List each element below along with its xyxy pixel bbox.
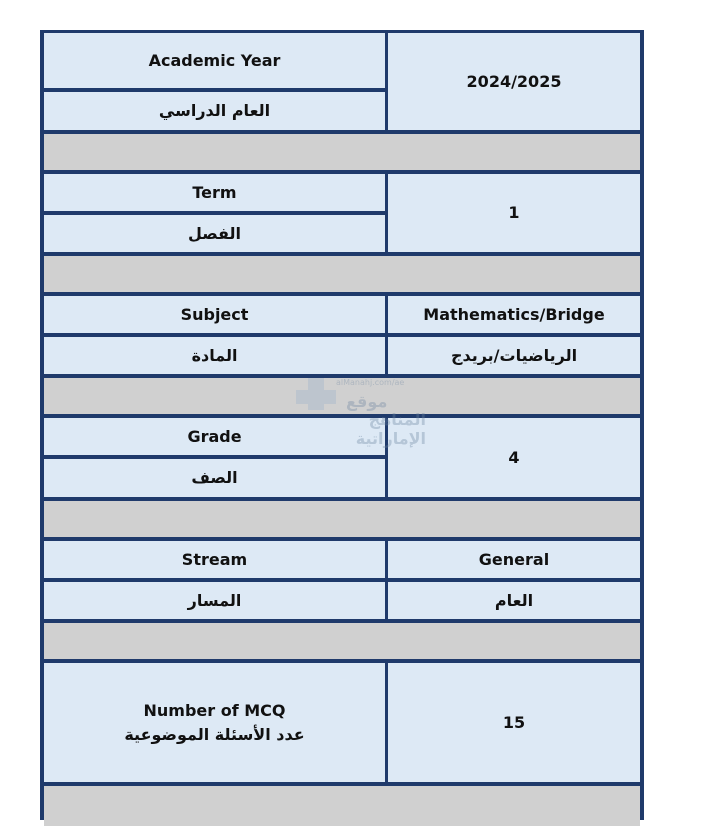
subject-label-ar <box>44 337 385 374</box>
stream-value-en <box>388 541 640 578</box>
term-value-text: 1 <box>508 203 520 222</box>
mcq-value <box>388 663 640 782</box>
subject-label-ar-text: المادة <box>191 345 238 365</box>
stream-label-en <box>44 541 385 578</box>
stream-value-ar <box>388 582 640 619</box>
stream-label-ar <box>44 582 385 619</box>
term-label-ar-text: الفصل <box>187 223 242 243</box>
watermark-line1: موقع <box>346 392 388 411</box>
row-spacer <box>44 134 640 170</box>
mcq-value-text: 15 <box>502 712 526 732</box>
grade-label-ar <box>44 459 385 497</box>
row-spacer <box>44 378 640 414</box>
term-label-en-text: Term <box>192 182 237 202</box>
subject-value-en <box>388 296 640 333</box>
subject-label-en <box>44 296 385 333</box>
term-label-en <box>44 174 385 211</box>
academic-year-label-ar <box>44 92 385 130</box>
academic-year-value <box>388 33 640 130</box>
stream-value-en-text: General <box>478 549 550 569</box>
stream-label-en-text: Stream <box>181 549 248 569</box>
academic-year-label-en <box>44 33 385 88</box>
stream-label-ar-text: المسار <box>187 590 242 610</box>
term-label-ar <box>44 215 385 252</box>
grade-label-ar-text: الصف <box>191 468 238 487</box>
stream-value-ar-text: العام <box>494 590 534 610</box>
row-spacer <box>44 623 640 659</box>
mcq-label-en: Number of MCQ <box>143 700 286 720</box>
row-spacer <box>44 256 640 292</box>
term-value <box>388 174 640 252</box>
academic-year-label-en-text: Academic Year <box>148 50 281 70</box>
mcq-label-ar: عدد الأسئلة الموضوعية <box>124 724 305 744</box>
grade-label-en-text: Grade <box>187 426 242 446</box>
row-spacer <box>44 501 640 537</box>
subject-value-ar-text: الرياضيات/بريدج <box>450 345 578 365</box>
grade-value <box>388 418 640 497</box>
grade-value-text: 4 <box>508 447 520 467</box>
row-spacer <box>44 786 640 826</box>
watermark-line2: المناهج الإماراتية <box>355 410 426 448</box>
mcq-label <box>44 663 385 782</box>
watermark-site: alManahj.com/ae <box>336 378 405 387</box>
grade-label-en <box>44 418 385 455</box>
academic-year-value-text: 2024/2025 <box>466 71 562 91</box>
academic-year-label-ar-text: العام الدراسي <box>158 101 271 120</box>
subject-label-en-text: Subject <box>180 304 249 324</box>
info-table <box>40 30 644 820</box>
subject-value-ar <box>388 337 640 374</box>
subject-value-en-text: Mathematics/Bridge <box>423 304 605 324</box>
